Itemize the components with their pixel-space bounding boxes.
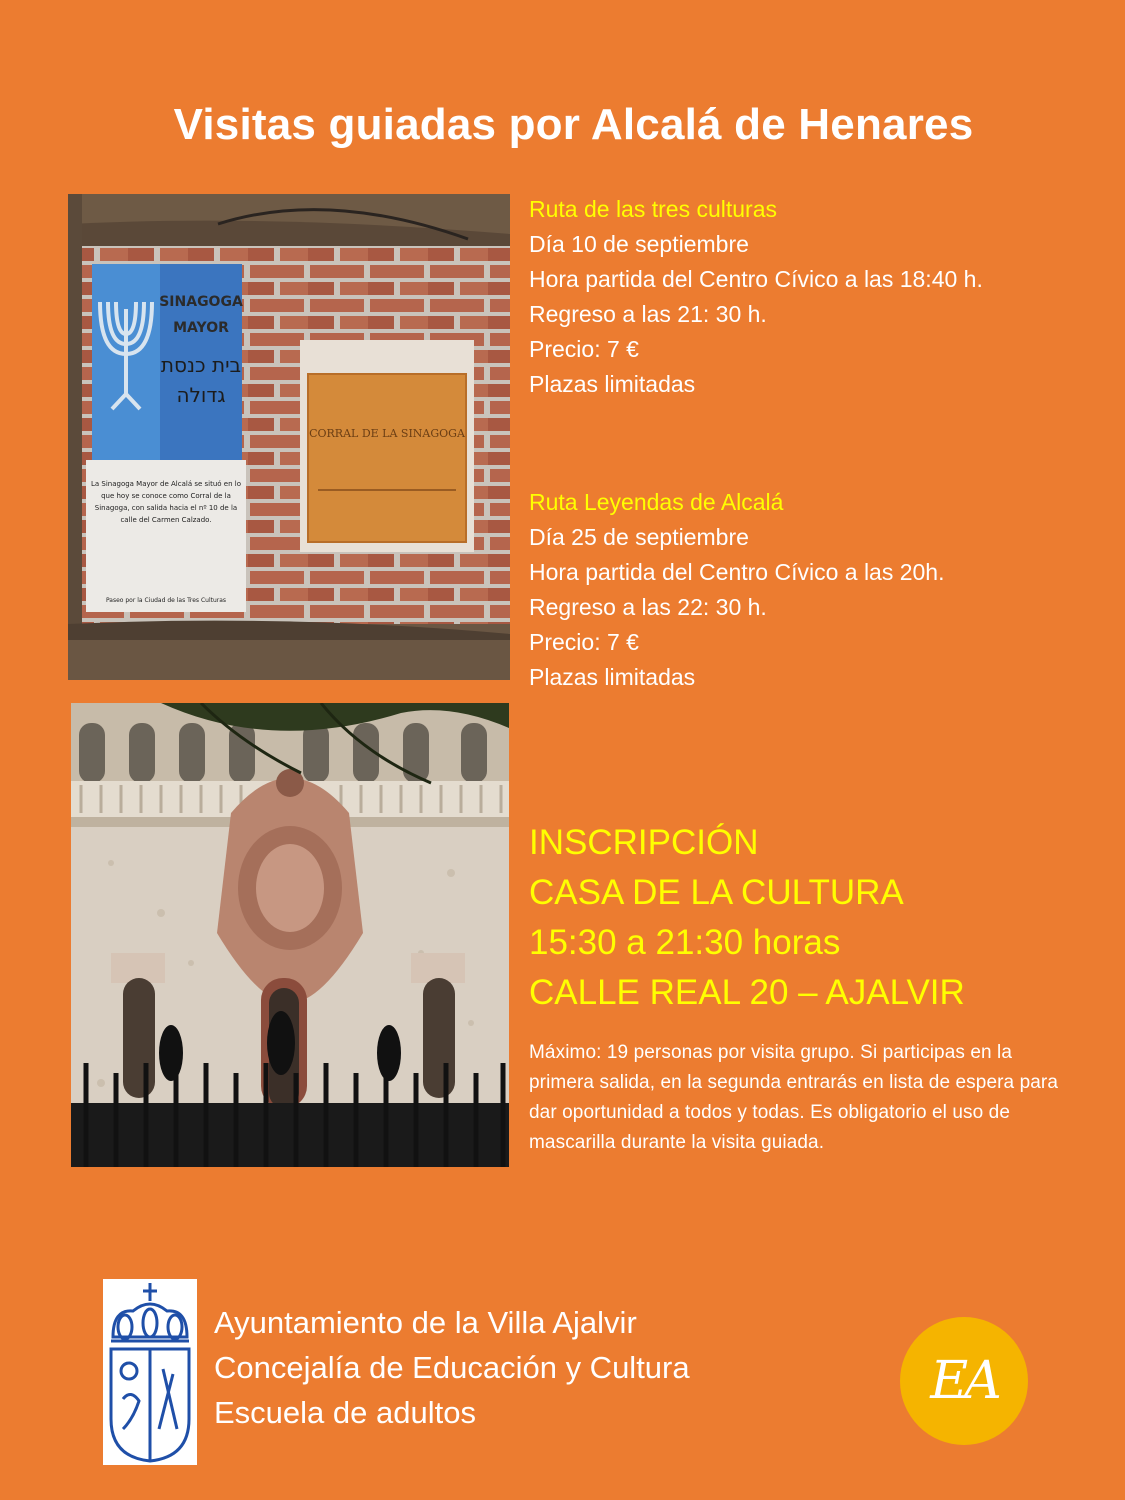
inscription-block [529,818,965,1018]
route-places: Plazas limitadas [529,371,696,397]
sign-hebrew-line1: בית כנסת [160,353,242,377]
footer-town-hall: Ayuntamiento de la Villa Ajalvir [214,1305,637,1340]
route-date: Día 10 de septiembre [529,231,749,257]
ea-logo-text: EA [930,1351,998,1411]
footer-department: Concejalía de Educación y Cultura [214,1350,690,1385]
route-return: Regreso a las 22: 30 h. [529,594,767,620]
inscription-hours: 15:30 a 21:30 horas [529,923,841,962]
route-date: Día 25 de septiembre [529,524,749,550]
organization-footer [214,1300,690,1435]
inscription-address: CALLE REAL 20 – AJALVIR [529,973,965,1012]
ea-school-logo [900,1317,1028,1445]
plaque-line4: calle del Carmen Calzado. [120,516,212,524]
sign-blue-line1: SINAGOGA [159,294,243,310]
plaque-line1: La Sinagoga Mayor de Alcalá se situó en lo [90,480,242,488]
route-return: Regreso a las 21: 30 h. [529,301,767,327]
route-title: Ruta Leyendas de Alcalá [529,489,784,515]
plaque-line2: que hoy se conoce como Corral de la [101,492,231,500]
sign-blue-line2: MAYOR [173,320,229,336]
route-title: Ruta de las tres culturas [529,196,778,222]
participation-note: Máximo: 19 personas por visita grupo. Si participas en la primera salida, en la segunda entrarás en lista de espera para dar oportunidad a todos y todas. Es obligatorio el uso de mascarilla durante la visita guiada. [529,1042,1059,1153]
route-three-cultures [529,192,983,402]
route-price: Precio: 7 € [529,629,639,655]
sign-hebrew-line2: גדולה [176,383,226,407]
palace-facade-photo [71,703,509,1167]
inscription-venue: CASA DE LA CULTURA [529,873,904,912]
sign-wood-text: CORRAL DE LA SINAGOGA [309,427,465,440]
plaque-footer: Paseo por la Ciudad de las Tres Culturas [105,597,227,604]
synagogue-sign-photo [68,194,510,680]
page-title: Visitas guiadas por Alcalá de Henares [173,100,974,149]
route-places: Plazas limitadas [529,664,696,690]
route-departure: Hora partida del Centro Cívico a las 20h. [529,559,945,585]
route-legends [529,485,945,695]
footer-school: Escuela de adultos [214,1395,476,1430]
ajalvir-crest-logo [103,1279,197,1465]
inscription-heading: INSCRIPCIÓN [529,823,759,862]
plaque-line3: Sinagoga, con salida hacia el nº 10 de la [94,504,238,512]
route-departure: Hora partida del Centro Cívico a las 18:40 h. [529,266,983,292]
route-price: Precio: 7 € [529,336,639,362]
